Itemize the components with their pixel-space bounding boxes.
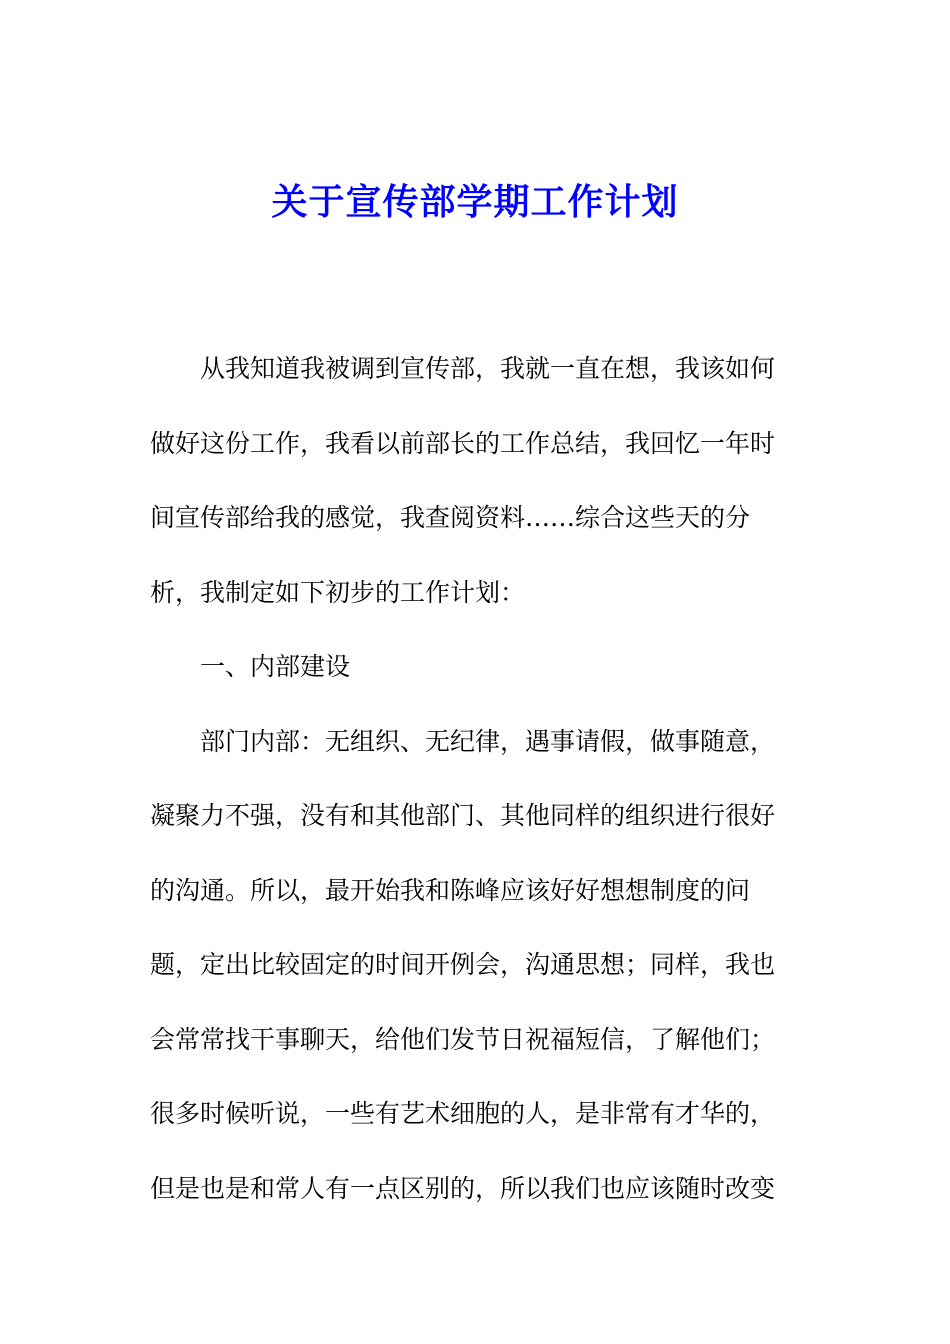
paragraph-line: 但是也是和常人有一点区别的，所以我们也应该随时改变 (150, 1173, 776, 1203)
paragraph-line: 部门内部：无组织、无纪律，遇事请假，做事随意， (200, 726, 776, 756)
paragraph-line: 凝聚力不强，没有和其他部门、其他同样的组织进行很好 (150, 801, 776, 830)
paragraph-line: 析，我制定如下初步的工作计划： (150, 577, 526, 607)
document-body (150, 332, 792, 1226)
paragraph-line: 的沟通。所以，最开始我和陈峰应该好好想想制度的问 (150, 875, 751, 905)
paragraph-line: 做好这份工作，我看以前部长的工作总结，我回忆一年时 (150, 428, 776, 458)
paragraph-line: 间宣传部给我的感觉，我查阅资料……综合这些天的分 (150, 503, 751, 532)
paragraph-line: 从我知道我被调到宣传部，我就一直在想，我该如何 (200, 354, 776, 383)
paragraph-internal (150, 705, 792, 1227)
paragraph-intro (150, 332, 792, 630)
paragraph-line: 会常常找干事聊天，给他们发节日祝福短信，了解他们； (150, 1024, 776, 1054)
section-heading-text: 一、内部建设 (200, 652, 351, 681)
paragraph-line: 很多时候听说，一些有艺术细胞的人，是非常有才华的， (150, 1099, 776, 1128)
paragraph-line: 题，定出比较固定的时间开例会，沟通思想；同样，我也 (150, 950, 776, 979)
section-heading (150, 630, 792, 705)
document-title: 关于宣传部学期工作计划 (271, 182, 679, 223)
